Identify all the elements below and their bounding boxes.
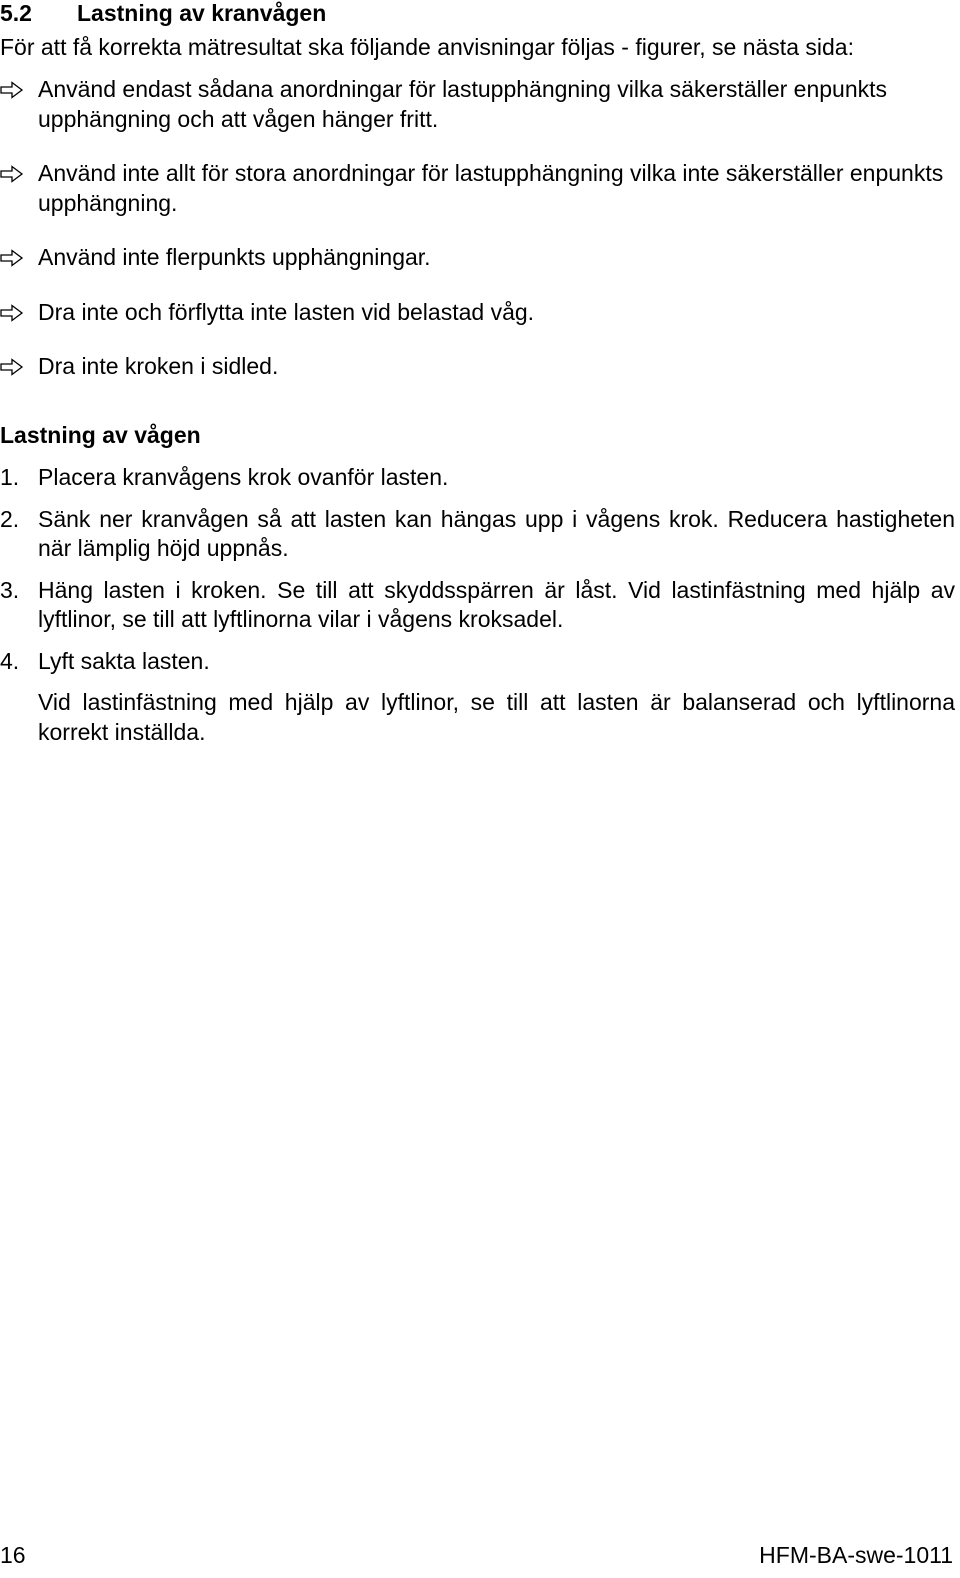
step-item: [0, 576, 955, 635]
step-number: 4.: [0, 647, 20, 674]
outline-right-arrow-icon: [0, 81, 24, 99]
step-text: Häng lasten i kroken. Se till att skyddsspärren är låst. Vid lastinfästning med hjälp av lyftlinor, se till att lyftlinorna vilar i vågens kroksadel.: [38, 576, 955, 632]
outline-right-arrow-icon: [0, 249, 24, 267]
steps-list: [0, 463, 955, 688]
step-item: [0, 463, 955, 493]
step-number: 3.: [0, 576, 20, 603]
list-item: [0, 352, 955, 382]
step-text: Sänk ner kranvågen så att lasten kan hängas upp i vågens krok. Reducera hastigheten när lämplig höjd uppnås.: [38, 505, 955, 561]
step-number: 1.: [0, 464, 20, 490]
step-text: Lyft sakta lasten.: [38, 647, 210, 674]
step-item: [0, 505, 955, 564]
page-number: 16: [0, 1542, 26, 1568]
list-item-text: Dra inte kroken i sidled.: [38, 353, 279, 379]
instruction-list: [0, 75, 955, 407]
list-item-text: Använd inte flerpunkts upphängningar.: [38, 244, 431, 270]
step-text: Placera kranvågens krok ovanför lasten.: [38, 464, 449, 490]
section-title: Lastning av kranvågen: [77, 0, 327, 26]
outline-right-arrow-icon: [0, 165, 24, 183]
note-text: Vid lastinfästning med hjälp av lyftlinor, se till att lasten är balanserad och lyftlinorna korrekt inställda.: [38, 689, 955, 745]
step-number: 2.: [0, 505, 20, 532]
section-number: 5.2: [0, 0, 32, 26]
section-heading: [0, 0, 940, 27]
list-item-text: Använd endast sådana anordningar för lastupphängning vilka säkerställer enpunkts upphängning och att vågen hänger fritt.: [38, 76, 888, 132]
list-item: [0, 75, 955, 134]
list-item: [0, 159, 955, 218]
intro-text: För att få korrekta mätresultat ska följande anvisningar följas - figurer, se nästa sida:: [0, 34, 854, 60]
outline-right-arrow-icon: [0, 358, 24, 376]
step-item: [0, 647, 955, 677]
outline-right-arrow-icon: [0, 304, 24, 322]
subheading: Lastning av vågen: [0, 422, 201, 448]
list-item-text: Dra inte och förflytta inte lasten vid belastad våg.: [38, 298, 535, 325]
document-id: HFM-BA-swe-1011: [759, 1542, 953, 1568]
list-item-text: Använd inte allt för stora anordningar för lastupphängning vilka inte säkerställer enpunkts upphängning.: [38, 160, 944, 216]
list-item: [0, 298, 955, 328]
list-item: [0, 243, 955, 273]
